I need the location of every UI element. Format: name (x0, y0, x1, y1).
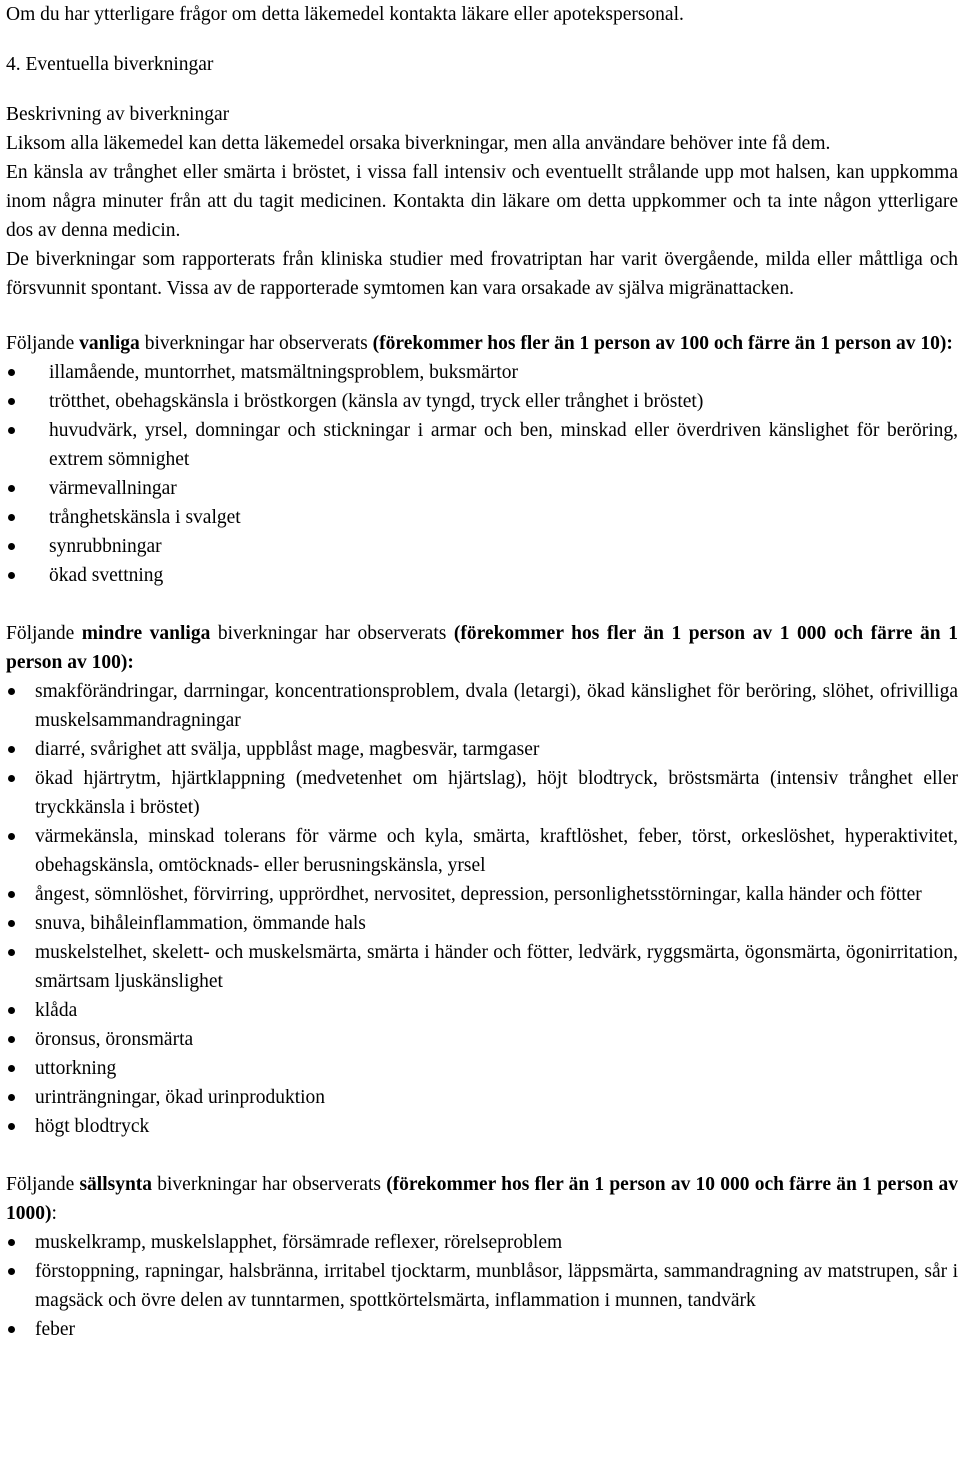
list-item: högt blodtryck (6, 1112, 958, 1141)
rare-intro: Följande sällsynta biverkningar har observerats (förekommer hos fler än 1 person av 10 000 och färre än 1 person av 1000): (6, 1174, 958, 1224)
common-list (6, 358, 958, 590)
list-item: trånghetskänsla i svalget (6, 503, 958, 532)
list-item: uttorkning (6, 1054, 958, 1083)
list-item: snuva, bihåleinflammation, ömmande hals (6, 909, 958, 938)
uncommon-list (6, 677, 958, 1141)
list-item: huvudvärk, yrsel, domningar och stickningar i armar och ben, minskad eller överdriven känslighet för beröring, extrem sömnighet (6, 416, 958, 474)
uncommon-intro: Följande mindre vanliga biverkningar har observerats (förekommer hos fler än 1 person av 1 000 och färre än 1 person av 100): (6, 623, 958, 673)
list-item: värmevallningar (6, 474, 958, 503)
list-item: smakförändringar, darrningar, koncentrationsproblem, dvala (letargi), ökad känslighet för beröring, slöhet, ofrivilliga muskelsammandragningar (6, 677, 958, 735)
section-subheading: Beskrivning av biverkningar (6, 104, 230, 125)
uncommon-range: (förekommer hos fler än 1 person av 1 000 och färre än 1 person av 100): (6, 623, 958, 673)
list-item: förstoppning, rapningar, halsbränna, irritabel tjocktarm, munblåsor, läppsmärta, sammandragning av matstrupen, sår i magsäck och övre delen av tunntarmen, spottkörtelsmärta, inflammation i munnen, tandvärk (6, 1257, 958, 1315)
list-item: muskelstelhet, skelett- och muskelsmärta, smärta i händer och fötter, ledvärk, ryggsmärta, ögonsmärta, ögonirritation, smärtsam ljuskänslighet (6, 938, 958, 996)
section-heading: 4. Eventuella biverkningar (6, 54, 214, 75)
list-item: ökad svettning (6, 561, 958, 590)
list-item: urinträngningar, ökad urinproduktion (6, 1083, 958, 1112)
rare-frequency: sällsynta (79, 1174, 153, 1195)
list-item: klåda (6, 996, 958, 1025)
list-item: illamående, muntorrhet, matsmältningsproblem, buksmärtor (6, 358, 958, 387)
list-item: diarré, svårighet att svälja, uppblåst mage, magbesvär, tarmgaser (6, 735, 958, 764)
list-item: värmekänsla, minskad tolerans för värme och kyla, smärta, kraftlöshet, feber, törst, orkeslöshet, hyperaktivitet, obehagskänsla, omtöcknads- eller berusningskänsla, yrsel (6, 822, 958, 880)
list-item: ångest, sömnlöshet, förvirring, upprördhet, nervositet, depression, personlighetsstörningar, kalla händer och fötter (6, 880, 958, 909)
paragraph-3: De biverkningar som rapporterats från kliniska studier med frovatriptan har varit övergående, milda eller måttliga och försvunnit spontant. Vissa av de rapporterade symtomen kan vara orsakade av själva migränattacken. (6, 249, 958, 299)
common-range: (förekommer hos fler än 1 person av 100 och färre än 1 person av 10): (372, 333, 953, 354)
intro-text: Om du har ytterligare frågor om detta läkemedel kontakta läkare eller apotekspersonal. (6, 4, 684, 25)
list-item: feber (6, 1315, 958, 1344)
list-item: trötthet, obehagskänsla i bröstkorgen (känsla av tyngd, tryck eller trånghet i bröstet) (6, 387, 958, 416)
paragraph-1: Liksom alla läkemedel kan detta läkemedel orsaka biverkningar, men alla användare behöver inte få dem. (6, 133, 831, 154)
uncommon-frequency: mindre vanliga (81, 623, 211, 644)
list-item: synrubbningar (6, 532, 958, 561)
list-item: öronsus, öronsmärta (6, 1025, 958, 1054)
paragraph-2: En känsla av trånghet eller smärta i bröstet, i vissa fall intensiv och eventuellt strålande upp mot halsen, kan uppkomma inom några minuter från att du tagit medicinen. Kontakta din läkare om detta uppkommer och ta inte någon ytterligare dos av denna medicin. (6, 162, 958, 241)
common-frequency: vanliga (79, 333, 140, 354)
common-intro: Följande vanliga biverkningar har observerats (förekommer hos fler än 1 person av 100 och färre än 1 person av 10): (6, 333, 953, 354)
rare-list (6, 1228, 958, 1344)
leaflet-page (6, 0, 958, 1344)
list-item: ökad hjärtrytm, hjärtklappning (medvetenhet om hjärtslag), höjt blodtryck, bröstsmärta (intensiv trånghet eller tryckkänsla i bröstet) (6, 764, 958, 822)
rare-range: (förekommer hos fler än 1 person av 10 000 och färre än 1 person av 1000) (6, 1174, 958, 1224)
list-item: muskelkramp, muskelslapphet, försämrade reflexer, rörelseproblem (6, 1228, 958, 1257)
